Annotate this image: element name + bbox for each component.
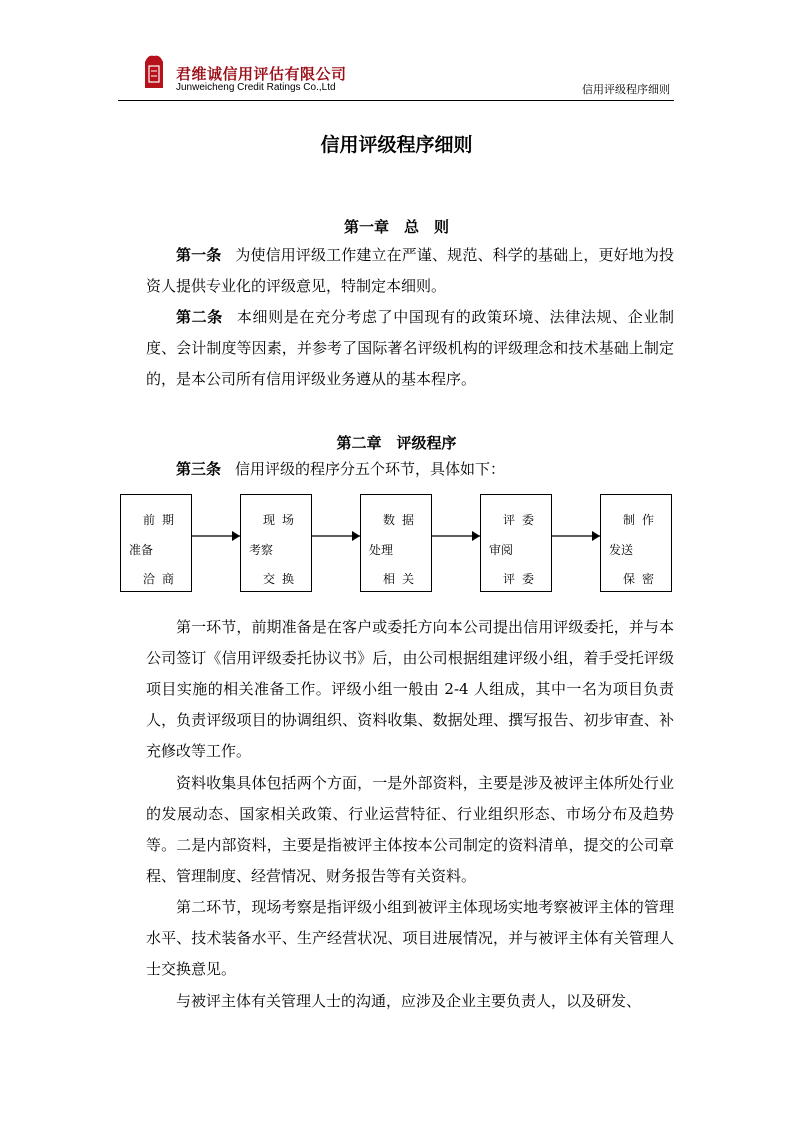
flow-step-1-line1: 前期 bbox=[142, 513, 181, 527]
article-3-label: 第三条 bbox=[176, 460, 222, 478]
body-paragraph-3: 第二环节，现场考察是指评级小组到被评主体现场实地考察被评主体的管理水平、技术装备水平、生产经营状况、项目进展情况，并与被评主体有关管理人士交换意见。 bbox=[146, 898, 674, 978]
header-document-name: 信用评级程序细则 bbox=[582, 83, 670, 96]
flow-step-4-line2: 审阅 bbox=[489, 543, 514, 557]
article-2-text: 本细则是在充分考虑了中国现有的政策环境、法律法规、企业制度、会计制度等因素，并参考了国际著名评级机构的评级理念和技术基础上制定的，是本公司所有信用评级业务遵从的基本程序。 bbox=[146, 308, 674, 388]
flow-step-2 bbox=[240, 494, 312, 592]
article-1 bbox=[146, 240, 674, 302]
article-3-text: 信用评级的程序分五个环节，具体如下： bbox=[235, 460, 506, 478]
company-name-en: Junweicheng Credit Ratings Co.,Ltd bbox=[176, 82, 336, 93]
company-name-cn: 君维诚信用评估有限公司 bbox=[176, 65, 347, 83]
flow-step-5-line3: 保密 bbox=[622, 572, 661, 586]
body-paragraph-4: 与被评主体有关管理人士的沟通，应涉及企业主要负责人，以及研发、 bbox=[176, 992, 642, 1010]
chapter-1-heading: 第一章 总 则 bbox=[343, 218, 449, 236]
flow-step-4-line3: 评委 bbox=[502, 572, 541, 586]
chapter-2-heading: 第二章 评级程序 bbox=[336, 434, 457, 452]
article-2 bbox=[146, 302, 674, 395]
arrow-head-4 bbox=[592, 531, 600, 541]
body-paragraph-1: 第一环节，前期准备是在客户或委托方向本公司提出信用评级委托，并与本公司签订《信用评级委托协议书》后，由公司根据组建评级小组，着手受托评级项目实施的相关准备工作。评级小组一般由 2-4 人组成，其中一名为项目负责人，负责评级项目的协调组织、资料收集、数据处理、撰写报告、初步审查、补充修改等工作。 bbox=[146, 618, 674, 760]
flow-step-1-line3: 洽商 bbox=[142, 572, 181, 586]
flow-step-5-line1: 制作 bbox=[622, 513, 661, 527]
flow-step-3 bbox=[360, 494, 432, 592]
article-1-text: 为使信用评级工作建立在严谨、规范、科学的基础上，更好地为投资人提供专业化的评级意见，特制定本细则。 bbox=[146, 246, 674, 295]
arrow-head-2 bbox=[352, 531, 360, 541]
flow-step-1-line2: 准备 bbox=[129, 543, 154, 557]
flow-step-5-line2: 发送 bbox=[609, 543, 634, 557]
flow-step-1 bbox=[120, 494, 192, 592]
article-3 bbox=[146, 454, 674, 485]
flow-step-3-line3: 相关 bbox=[382, 572, 421, 586]
arrow-head-1 bbox=[232, 531, 240, 541]
flow-step-3-line2: 处理 bbox=[369, 543, 394, 557]
page-header bbox=[118, 52, 674, 101]
flow-step-4 bbox=[480, 494, 552, 592]
flow-step-5 bbox=[600, 494, 672, 592]
body-paragraph-2: 资料收集具体包括两个方面，一是外部资料，主要是涉及被评主体所处行业的发展动态、国家相关政策、行业运营特征、行业组织形态、市场分布及趋势等。二是内部资料，主要是指被评主体按本公司制定的资料清单，提交的公司章程、管理制度、经营情况、财务报告等有关资料。 bbox=[146, 774, 674, 885]
flow-step-3-line1: 数据 bbox=[382, 513, 421, 527]
flow-step-2-line3: 交换 bbox=[262, 572, 301, 586]
flow-step-2-line2: 考察 bbox=[249, 543, 274, 557]
article-2-label: 第二条 bbox=[176, 308, 223, 326]
company-seal-logo bbox=[142, 52, 166, 92]
flow-step-4-line1: 评委 bbox=[502, 513, 541, 527]
document-title: 信用评级程序细则 bbox=[320, 134, 473, 156]
flow-step-2-line1: 现场 bbox=[262, 513, 301, 527]
arrow-head-3 bbox=[472, 531, 480, 541]
article-1-label: 第一条 bbox=[176, 246, 222, 264]
